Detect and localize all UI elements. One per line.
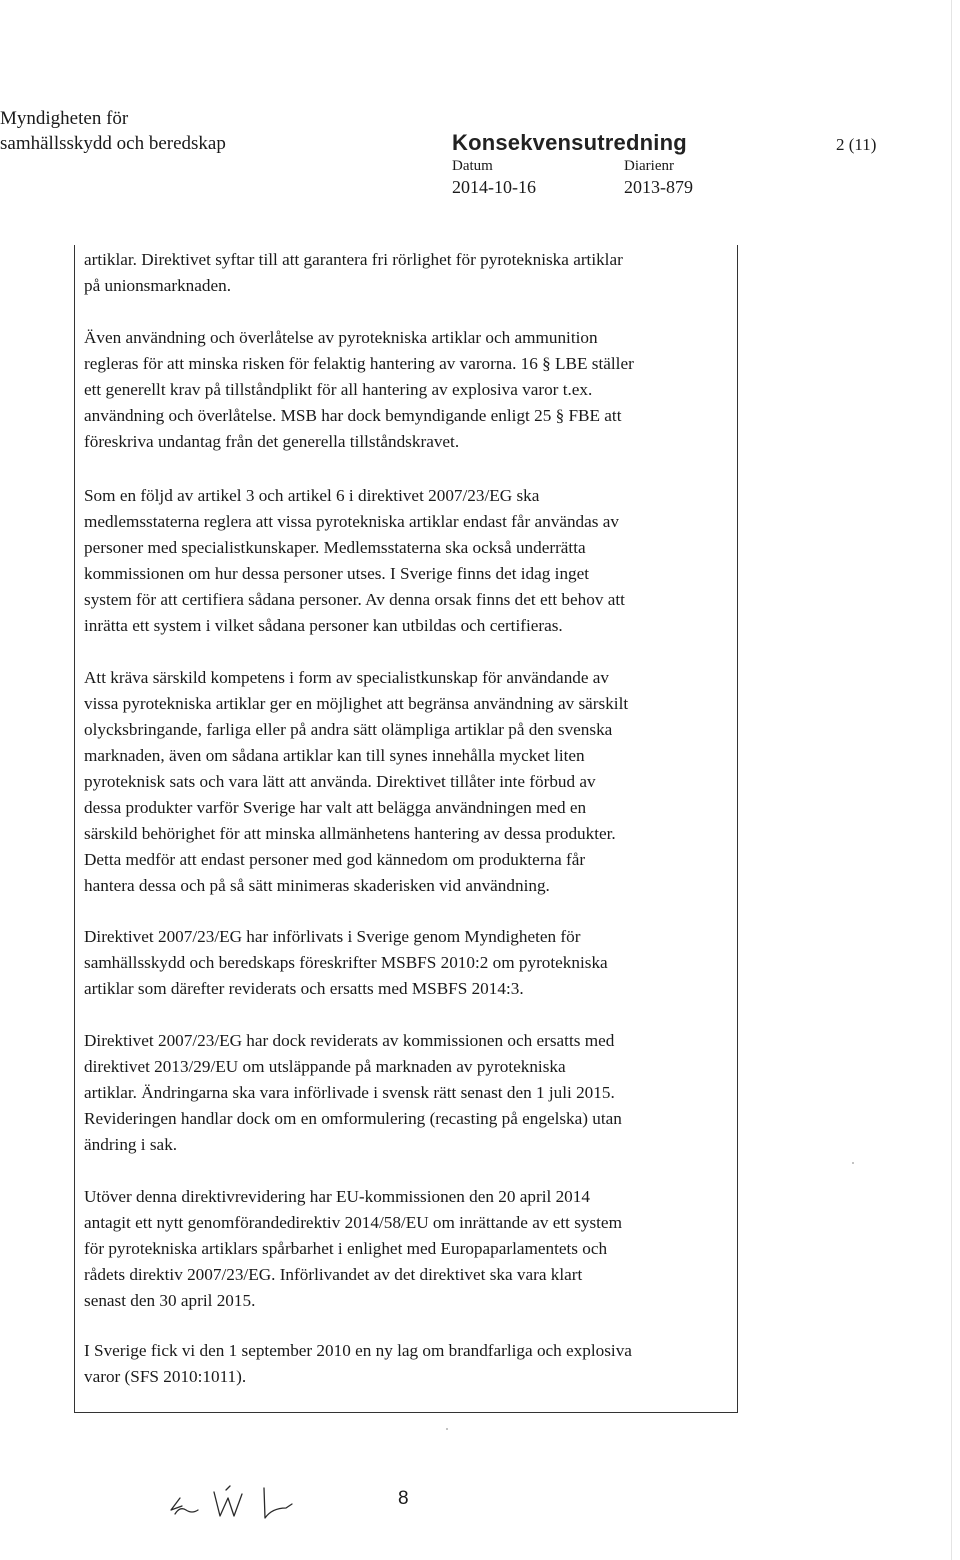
reference-value: 2013-879 [624,177,693,197]
text-line: Direktivet 2007/23/EG har införlivats i Sverige genom Myndigheten för [84,927,581,946]
text-line: medlemsstaterna reglera att vissa pyrotekniska artiklar endast får användas av [84,512,619,531]
document-title: Konsekvensutredning [452,130,687,155]
text-line: användning och överlåtelse. MSB har dock bemyndigande enligt 25 § FBE att [84,406,622,425]
text-line: Direktivet 2007/23/EG har dock reviderats av kommissionen och ersatts med [84,1031,615,1050]
paragraph-6 [84,1028,734,1158]
scan-speck [852,1162,854,1164]
date-value: 2014-10-16 [452,177,536,197]
text-line: senast den 30 april 2015. [84,1291,256,1310]
footer-number: 8 [398,1488,409,1509]
text-line: artiklar som därefter reviderats och ersatts med MSBFS 2014:3. [84,979,524,998]
text-line: för pyrotekniska artiklars spårbarhet i enlighet med Europaparlamentets och [84,1239,608,1258]
text-line: Att kräva särskild kompetens i form av specialistkunskap för användande av [84,668,610,687]
text-line: regleras för att minska risken för felaktig hantering av varorna. 16 § LBE ställer [84,354,634,373]
text-line: kommissionen om hur dessa personer utses. I Sverige finns det idag inget [84,564,590,583]
text-line: system för att certifiera sådana personer. Av denna orsak finns det ett behov att [84,590,625,609]
text-line: hantera dessa och på så sätt minimeras skaderisken vid användning. [84,876,550,895]
paragraph-2 [84,325,734,455]
paragraph-3 [84,483,734,639]
agency-name [0,106,226,156]
text-line: personer med specialistkunskaper. Medlemsstaterna ska också underrätta [84,538,586,557]
text-line: I Sverige fick vi den 1 september 2010 en ny lag om brandfarliga och explosiva [84,1341,632,1360]
text-line: Detta medför att endast personer med god kännedom om produkterna får [84,850,586,869]
text-line: samhällsskydd och beredskaps föreskrifter MSBFS 2010:2 om pyrotekniska [84,953,608,972]
paragraph-7 [84,1184,734,1314]
page-number: 2 (11) [836,135,877,154]
reference-label: Diarienr [624,158,674,174]
date-label: Datum [452,158,493,174]
text-line: marknaden, även om sådana artiklar kan till synes innehålla mycket liten [84,746,585,765]
text-line: artiklar. Ändringarna ska vara införlivade i svensk rätt senast den 1 juli 2015. [84,1083,615,1102]
text-line: inrätta ett system i vilket sådana personer kan utbildas och certifieras. [84,616,563,635]
paragraph-8 [84,1338,734,1390]
paragraph-5 [84,924,734,1002]
text-line: särskild behörighet för att minska allmänhetens hantering av dessa produkter. [84,824,616,843]
text-line: ett generellt krav på tillståndplikt för all hantering av explosiva varor t.ex. [84,380,593,399]
agency-line-1: Myndigheten för [0,108,129,129]
text-line: pyroteknisk sats och vara lätt att använda. Direktivet tillåter inte förbud av [84,772,596,791]
paragraph-4 [84,665,734,899]
text-line: Revideringen handlar dock om en omformulering (recasting på engelska) utan [84,1109,622,1128]
text-line: olycksbringande, farliga eller på andra sätt olämpliga artiklar på den svenska [84,720,613,739]
handwritten-initials [168,1476,328,1537]
text-line: vissa pyrotekniska artiklar ger en möjlighet att begränsa användning av särskilt [84,694,629,713]
text-line: på unionsmarknaden. [84,276,232,295]
scan-speck [446,1428,448,1430]
text-line: direktivet 2013/29/EU om utsläppande på marknaden av pyrotekniska [84,1057,566,1076]
text-line: rådets direktiv 2007/23/EG. Införlivandet av det direktivet ska vara klart [84,1265,583,1284]
paragraph-1 [84,247,734,299]
text-line: varor (SFS 2010:1011). [84,1367,247,1386]
text-line: artiklar. Direktivet syftar till att garantera fri rörlighet för pyrotekniska artiklar [84,250,623,269]
text-line: ändring i sak. [84,1135,178,1154]
text-line: antagit ett nytt genomförandedirektiv 2014/58/EU om inrättande av ett system [84,1213,622,1232]
page-edge [951,0,952,1560]
agency-line-2: samhällsskydd och beredskap [0,133,226,154]
text-line: Även användning och överlåtelse av pyrotekniska artiklar och ammunition [84,328,598,347]
text-line: Som en följd av artikel 3 och artikel 6 i direktivet 2007/23/EG ska [84,486,540,505]
text-line: dessa produkter varför Sverige har valt att belägga användningen med en [84,798,587,817]
text-line: Utöver denna direktivrevidering har EU-kommissionen den 20 april 2014 [84,1187,590,1206]
text-line: föreskriva undantag från det generella tillståndskravet. [84,432,460,451]
signature-strokes [168,1476,328,1532]
